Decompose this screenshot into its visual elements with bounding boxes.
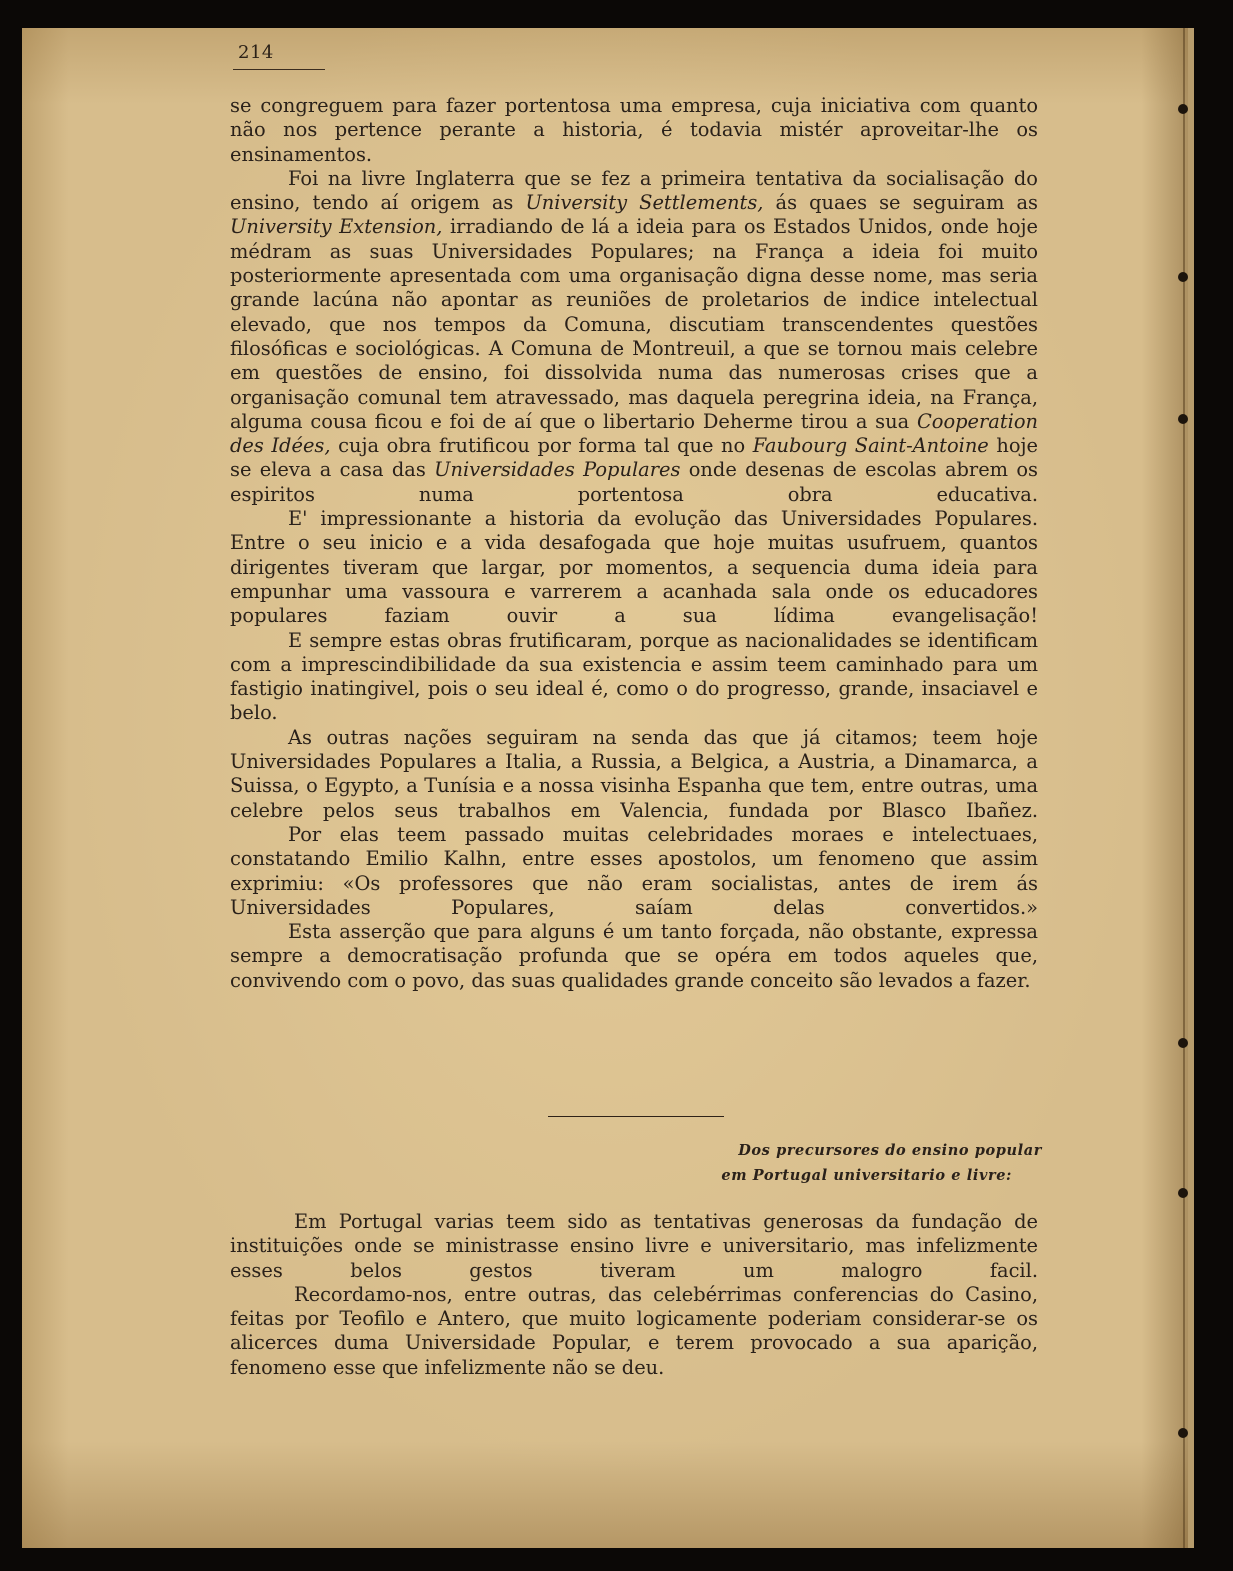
paragraph: Recordamo-nos, entre outras, das celebérrimas conferencias do Casino, feitas por Teofilo e Antero, que muito logicamente poderiam considerar-se os alicerces duma Universidade Popular, e terem provocado a sua aparição, fenomeno esse que infelizmente não se deu. <box>230 1282 1038 1379</box>
emphasis: University Settlements, <box>525 191 764 215</box>
emphasis: University Extension, <box>230 215 443 239</box>
page-number-rule <box>233 69 325 70</box>
section-heading <box>640 1138 1042 1188</box>
page-edge <box>1188 28 1194 1548</box>
paragraph: As outras nações seguiram na senda das que já citamos; teem hoje Universidades Populares a Italia, a Russia, a Belgica, a Austria, a Dinamarca, a Suissa, o Egypto, a Tunísia e a nossa visinha Espanha que tem, entre outras, uma celebre pelos seus trabalhos em Valencia, fundada por Blasco Ibañez. <box>230 725 1038 822</box>
binding-stitch <box>1178 272 1188 282</box>
section-heading-line: em Portugal universitario e livre: <box>721 1167 1012 1184</box>
body-text <box>230 94 1038 993</box>
paragraph: E' impressionante a historia da evolução das Universidades Populares. Entre o seu inicio e a vida desafogada que hoje muitas usufruem, quantos dirigentes tiveram que largar, por momentos, a sequencia duma ideia para empunhar uma vassoura e varrerem a acanhada sala onde os educadores populares faziam ouvir a sua lídima evangelisação! <box>230 507 1038 628</box>
paragraph <box>230 167 1038 507</box>
section-text <box>230 1210 1038 1380</box>
text-run: hoje se eleva a casa das <box>230 434 1038 482</box>
text-run: irradiando de lá a ideia para os Estados Unidos, onde hoje médram as suas Universidades Populares; na França a ideia foi muito posteriormente apresentada com uma organisação digna desse nome, mas seria grande lacúna não apontar as reuniões de proletarios de indice intelectual elevado, que nos tempos da Comuna, discutiam transcendentes questões filosóficas e sociológicas. A Comuna de Montreuil, a que se tornou mais celebre em questões de ensino, foi dissolvida numa das numerosas crises que a organisação comunal tem atravessado, mas daquela peregrina ideia, na França, alguma cousa ficou e foi de aí que o libertario Deherme tirou a sua <box>230 215 1039 433</box>
paragraph: E sempre estas obras frutificaram, porque as nacionalidades se identificam com a imprescindibilidade da sua existencia e assim teem caminhado para um fastigio inatingivel, pois o seu ideal é, como o do progresso, grande, insaciavel e belo. <box>230 628 1038 725</box>
text-run: onde desenas de escolas abrem os espiritos numa portentosa obra educativa. <box>230 458 1038 506</box>
paragraph: Em Portugal varias teem sido as tentativas generosas da fundação de instituições onde se ministrasse ensino livre e universitario, mas infelizmente esses belos gestos tiveram um malogro facil. <box>230 1210 1038 1282</box>
binding-stitch <box>1178 1038 1188 1048</box>
text-run: Foi na livre Inglaterra que se fez a primeira tentativa da socialisação do ensino, tendo aí origem as <box>230 166 1038 215</box>
emphasis: Cooperation des Idées, <box>230 409 1038 458</box>
binding-line <box>1183 28 1185 1548</box>
paragraph: Esta asserção que para alguns é um tanto forçada, não obstante, expressa sempre a democratisação profunda que se opéra em todos aqueles que, convivendo com o povo, das suas qualidades grande conceito são levados a fazer. <box>230 920 1038 992</box>
emphasis: Faubourg Saint-Antoine <box>752 434 989 458</box>
section-heading-line: Dos precursores do ensino popular <box>738 1142 1042 1159</box>
text-run: cuja obra frutificou por forma tal que no <box>338 434 746 458</box>
text-run: ás quaes se seguiram as <box>775 191 1038 215</box>
page-number: 214 <box>238 42 274 63</box>
paragraph: Por elas teem passado muitas celebridades moraes e intelectuaes, constatando Emilio Kalhn, entre esses apostolos, um fenomeno que assim exprimiu: «Os professores que não eram socialistas, antes de irem ás Universidades Populares, saíam delas convertidos.» <box>230 822 1038 919</box>
binding-stitch <box>1178 414 1188 424</box>
emphasis: Universidades Populares <box>434 458 681 482</box>
binding-stitch <box>1178 104 1188 114</box>
binding-stitch <box>1178 1188 1188 1198</box>
paragraph: se congreguem para fazer portentosa uma empresa, cuja iniciativa com quanto não nos pertence perante a historia, é todavia mistér aproveitar-lhe os ensinamentos. <box>230 94 1038 166</box>
binding-stitch <box>1178 1428 1188 1438</box>
section-separator <box>548 1116 724 1117</box>
